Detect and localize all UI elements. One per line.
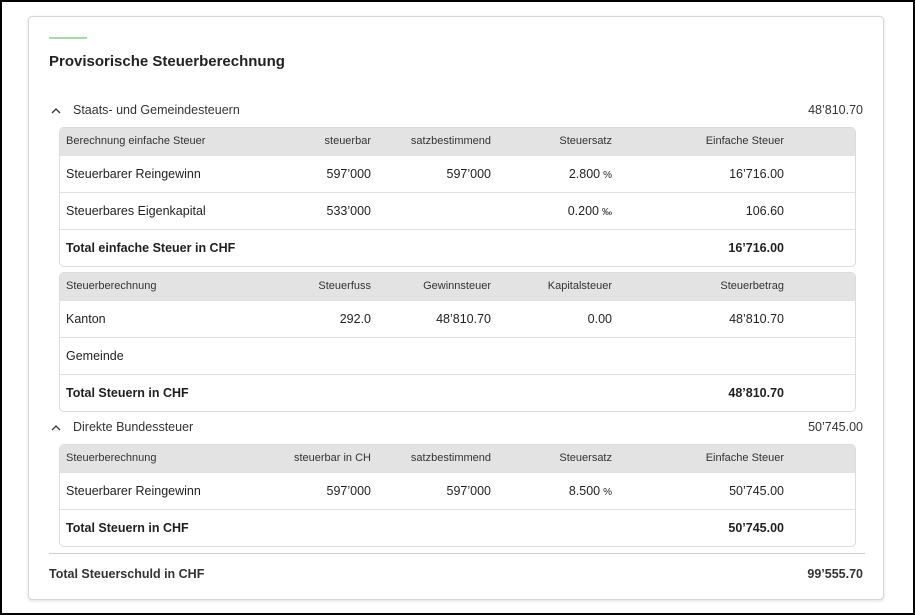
cell-value: 597’000 — [326, 167, 371, 181]
section-amount: 48’810.70 — [808, 103, 863, 117]
section-label: Staats- und Gemeindesteuern — [73, 103, 240, 117]
column-header: satzbestimmend — [410, 135, 491, 147]
column-header: steuerbar — [324, 135, 371, 147]
cell-value — [569, 484, 612, 498]
page-title: Provisorische Steuerberechnung — [49, 53, 285, 70]
table-total-row — [60, 229, 855, 266]
table-total-row — [60, 509, 855, 546]
total-value: 48’810.70 — [728, 386, 784, 400]
total-value: 50’745.00 — [728, 521, 784, 535]
section-header-staats-gemeindesteuern[interactable] — [49, 101, 863, 121]
total-label: Total einfache Steuer in CHF — [66, 241, 236, 255]
cell-value: 597’000 — [326, 484, 371, 498]
cell-value — [569, 167, 612, 181]
tax-calculation-card — [28, 16, 884, 600]
cell-value: 16’716.00 — [729, 167, 784, 181]
table-bundessteuer — [59, 444, 856, 547]
cell-value: 48’810.70 — [436, 312, 491, 326]
table-total-row — [60, 374, 855, 411]
column-header: Gewinnsteuer — [423, 280, 491, 292]
rate-unit: % — [603, 487, 612, 498]
section-header-direkte-bundessteuer[interactable] — [49, 418, 863, 438]
row-label: Gemeinde — [66, 349, 124, 363]
rate-value: 8.500 — [568, 484, 601, 498]
cell-value: 48’810.70 — [729, 312, 784, 326]
cell-value: 106.60 — [745, 204, 784, 218]
section-amount: 50’745.00 — [808, 420, 863, 434]
table-row — [60, 472, 855, 509]
column-header: Einfache Steuer — [705, 135, 784, 147]
section-label: Direkte Bundessteuer — [73, 420, 194, 434]
accent-line — [49, 37, 87, 39]
column-header: Berechnung einfache Steuer — [66, 135, 206, 147]
table-row — [60, 155, 855, 192]
column-header: Steuerberechnung — [66, 280, 157, 292]
column-header: steuerbar in CH — [293, 452, 371, 464]
column-header: Steuerfuss — [318, 280, 371, 292]
column-header: Steuersatz — [559, 135, 612, 147]
row-label: Steuerbares Eigenkapital — [66, 204, 206, 218]
cell-value: 0.00 — [587, 312, 612, 326]
divider — [49, 553, 865, 554]
table-row — [60, 192, 855, 229]
cell-value: 597’000 — [446, 167, 491, 181]
column-header: Steuerbetrag — [720, 280, 784, 292]
total-value: 16’716.00 — [728, 241, 784, 255]
column-header: Steuersatz — [559, 452, 612, 464]
table-header — [60, 273, 855, 300]
table-steuerberechnung-kanton-gemeinde — [59, 272, 856, 412]
rate-unit: ‰ — [602, 207, 612, 218]
cell-value: 50’745.00 — [729, 484, 784, 498]
total-label: Total Steuern in CHF — [66, 521, 189, 535]
column-header: Einfache Steuer — [705, 452, 784, 464]
rate-value: 2.800 — [568, 167, 601, 181]
grand-total-value: 99’555.70 — [807, 567, 863, 581]
chevron-up-icon[interactable] — [49, 104, 63, 118]
cell-value: 533’000 — [326, 204, 371, 218]
table-einfache-steuer — [59, 127, 856, 267]
table-header — [60, 128, 855, 155]
column-header: satzbestimmend — [410, 452, 491, 464]
rate-value: 0.200 — [567, 204, 599, 218]
rate-unit: % — [603, 170, 612, 181]
total-label: Total Steuern in CHF — [66, 386, 189, 400]
grand-total-label: Total Steuerschuld in CHF — [49, 567, 205, 581]
table-row — [60, 300, 855, 337]
cell-value: 292.0 — [339, 312, 371, 326]
row-label: Steuerbarer Reingewinn — [66, 167, 201, 181]
column-header: Kapitalsteuer — [547, 280, 612, 292]
row-label: Kanton — [66, 312, 106, 326]
table-header — [60, 445, 855, 472]
cell-value — [568, 204, 612, 218]
chevron-up-icon[interactable] — [49, 421, 63, 435]
cell-value: 597’000 — [446, 484, 491, 498]
column-header: Steuerberechnung — [66, 452, 157, 464]
table-row — [60, 337, 855, 374]
row-label: Steuerbarer Reingewinn — [66, 484, 201, 498]
